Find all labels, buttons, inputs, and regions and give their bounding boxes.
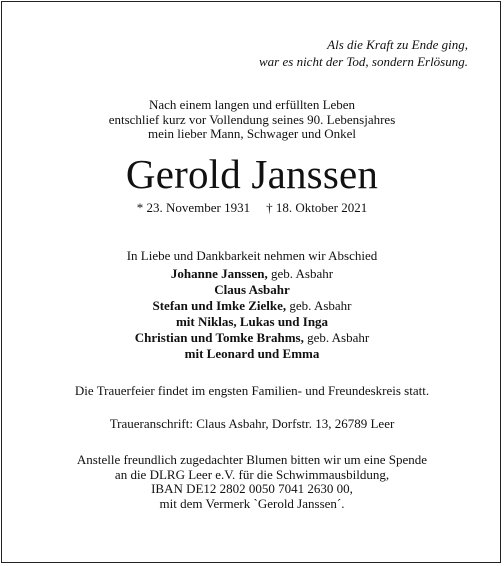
intro-text (0, 98, 504, 142)
mourner-name: Christian und Tomke Brahms, (134, 330, 304, 345)
mourner-name: Stefan und Imke Zielke, (152, 298, 287, 313)
mourner-entry (0, 282, 504, 298)
ceremony-notice: Die Trauerfeier findet im engsten Familien- und Freundeskreis statt. (74, 383, 430, 398)
mourner-entry (0, 314, 504, 330)
mourner-name: mit Niklas, Lukas und Inga (175, 314, 329, 329)
mourner-name: Claus Asbahr (214, 282, 290, 297)
intro-line: entschlief kurz vor Vollendung seines 90. Lebensjahres (108, 111, 396, 127)
intro-line: mein lieber Mann, Schwager und Onkel (148, 126, 356, 141)
mourner-name: Johanne Janssen, (170, 266, 268, 281)
donation-line: Anstelle freundlich zugedachter Blumen bitten wir um eine Spende (76, 452, 428, 467)
donation-line: an die DLRG Leer e.V. für die Schwimmausbildung, (114, 466, 390, 482)
motto-line: war es nicht der Tod, sondern Erlösung. (259, 54, 468, 69)
mourner-name: mit Leonard und Emma (184, 346, 320, 361)
donation-request (0, 453, 504, 511)
mourner-suffix: geb. Asbahr (286, 298, 352, 313)
life-dates (0, 201, 504, 216)
motto-line: Als die Kraft zu Ende ging, (327, 37, 468, 52)
mourner-suffix: geb. Asbahr (267, 266, 334, 281)
mourner-entry (0, 330, 504, 346)
mourner-suffix: geb. Asbahr (303, 330, 370, 345)
donation-line: mit dem Vermerk `Gerold Janssen´. (159, 495, 345, 511)
farewell-line: In Liebe und Dankbarkeit nehmen wir Abschied (126, 248, 378, 263)
motto-quote (259, 36, 468, 70)
donation-iban: IBAN DE12 2802 0050 7041 2630 00, (151, 481, 353, 496)
mourning-address: Traueranschrift: Claus Asbahr, Dorfstr. 13, 26789 Leer (109, 416, 395, 431)
death-date: † 18. Oktober 2021 (266, 200, 368, 215)
mourners-list (0, 266, 504, 362)
mourner-entry (0, 298, 504, 314)
birth-date: * 23. November 1931 (136, 200, 251, 215)
deceased-name: Gerold Janssen (125, 151, 379, 197)
mourner-entry (0, 346, 504, 362)
intro-line: Nach einem langen und erfüllten Leben (148, 97, 356, 112)
mourner-entry (0, 266, 504, 282)
